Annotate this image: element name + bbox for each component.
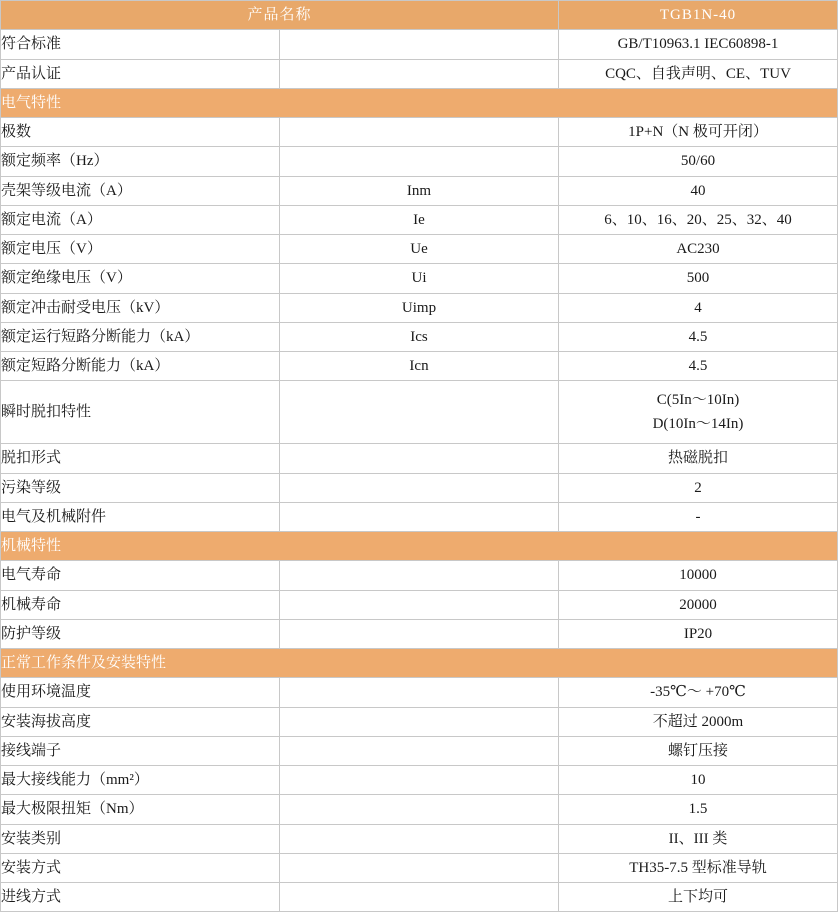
row-symbol: Inm bbox=[280, 176, 559, 205]
table-row bbox=[1, 59, 838, 88]
table-row bbox=[1, 473, 838, 502]
section-header-row bbox=[1, 532, 838, 561]
table-row bbox=[1, 853, 838, 882]
row-value: 4.5 bbox=[559, 352, 838, 381]
row-label: 电气及机械附件 bbox=[1, 502, 280, 531]
table-row bbox=[1, 322, 838, 351]
row-label: 极数 bbox=[1, 118, 280, 147]
row-value: CQC、自我声明、CE、TUV bbox=[559, 59, 838, 88]
row-symbol: Ui bbox=[280, 264, 559, 293]
row-value: 1P+N（N 极可开闭） bbox=[559, 118, 838, 147]
row-symbol bbox=[280, 444, 559, 473]
row-value: -35℃～ +70℃ bbox=[559, 678, 838, 707]
row-label: 额定冲击耐受电压（kV） bbox=[1, 293, 280, 322]
row-symbol bbox=[280, 30, 559, 59]
row-label: 防护等级 bbox=[1, 619, 280, 648]
table-row bbox=[1, 736, 838, 765]
row-label: 最大极限扭矩（Nm） bbox=[1, 795, 280, 824]
row-label: 接线端子 bbox=[1, 736, 280, 765]
row-label: 额定运行短路分断能力（kA） bbox=[1, 322, 280, 351]
row-symbol bbox=[280, 883, 559, 912]
row-value: 10000 bbox=[559, 561, 838, 590]
row-value: GB/T10963.1 IEC60898-1 bbox=[559, 30, 838, 59]
row-label: 脱扣形式 bbox=[1, 444, 280, 473]
row-symbol: Uimp bbox=[280, 293, 559, 322]
row-label: 进线方式 bbox=[1, 883, 280, 912]
row-value: 不超过 2000m bbox=[559, 707, 838, 736]
row-label: 壳架等级电流（A） bbox=[1, 176, 280, 205]
row-symbol bbox=[280, 59, 559, 88]
table-header-row bbox=[1, 1, 838, 30]
table-row bbox=[1, 883, 838, 912]
row-value: 2 bbox=[559, 473, 838, 502]
row-value: AC230 bbox=[559, 235, 838, 264]
section-header-label: 机械特性 bbox=[1, 532, 838, 561]
section-header-row bbox=[1, 88, 838, 117]
row-symbol: Ie bbox=[280, 205, 559, 234]
table-row bbox=[1, 766, 838, 795]
row-symbol: Icn bbox=[280, 352, 559, 381]
row-value: 40 bbox=[559, 176, 838, 205]
table-row bbox=[1, 707, 838, 736]
row-value: 500 bbox=[559, 264, 838, 293]
row-symbol: Ue bbox=[280, 235, 559, 264]
table-row bbox=[1, 678, 838, 707]
row-label: 额定绝缘电压（V） bbox=[1, 264, 280, 293]
table-row bbox=[1, 176, 838, 205]
row-label: 额定电流（A） bbox=[1, 205, 280, 234]
row-symbol bbox=[280, 707, 559, 736]
row-value: 热磁脱扣 bbox=[559, 444, 838, 473]
row-label: 使用环境温度 bbox=[1, 678, 280, 707]
table-row bbox=[1, 795, 838, 824]
table-row bbox=[1, 561, 838, 590]
table-row bbox=[1, 381, 838, 444]
row-value: 4.5 bbox=[559, 322, 838, 351]
row-value-lines bbox=[559, 385, 837, 439]
row-symbol bbox=[280, 736, 559, 765]
row-symbol bbox=[280, 853, 559, 882]
row-symbol bbox=[280, 502, 559, 531]
row-label: 安装类别 bbox=[1, 824, 280, 853]
row-value: 6、10、16、20、25、32、40 bbox=[559, 205, 838, 234]
header-product-model: TGB1N-40 bbox=[559, 1, 838, 30]
row-symbol bbox=[280, 118, 559, 147]
table-row bbox=[1, 264, 838, 293]
table-row bbox=[1, 118, 838, 147]
row-label: 安装海拔高度 bbox=[1, 707, 280, 736]
table-row bbox=[1, 147, 838, 176]
row-label: 污染等级 bbox=[1, 473, 280, 502]
row-value: 1.5 bbox=[559, 795, 838, 824]
row-label: 机械寿命 bbox=[1, 590, 280, 619]
row-symbol bbox=[280, 381, 559, 444]
row-symbol bbox=[280, 561, 559, 590]
row-label: 额定短路分断能力（kA） bbox=[1, 352, 280, 381]
row-label: 最大接线能力（mm²） bbox=[1, 766, 280, 795]
row-value-line: D(10In～14In) bbox=[652, 416, 744, 433]
row-label: 电气寿命 bbox=[1, 561, 280, 590]
row-symbol bbox=[280, 824, 559, 853]
table-row bbox=[1, 352, 838, 381]
row-value: 4 bbox=[559, 293, 838, 322]
spec-table-body bbox=[1, 1, 838, 912]
row-symbol bbox=[280, 473, 559, 502]
row-value: 螺钉压接 bbox=[559, 736, 838, 765]
row-symbol bbox=[280, 590, 559, 619]
table-row bbox=[1, 205, 838, 234]
table-row bbox=[1, 619, 838, 648]
row-label: 产品认证 bbox=[1, 59, 280, 88]
table-row bbox=[1, 293, 838, 322]
row-value: - bbox=[559, 502, 838, 531]
row-value: 上下均可 bbox=[559, 883, 838, 912]
row-label: 额定电压（V） bbox=[1, 235, 280, 264]
row-value: 10 bbox=[559, 766, 838, 795]
row-symbol bbox=[280, 766, 559, 795]
row-symbol bbox=[280, 678, 559, 707]
row-value: II、III 类 bbox=[559, 824, 838, 853]
section-header-label: 正常工作条件及安装特性 bbox=[1, 649, 838, 678]
row-label: 额定频率（Hz） bbox=[1, 147, 280, 176]
section-header-label: 电气特性 bbox=[1, 88, 838, 117]
row-label: 瞬时脱扣特性 bbox=[1, 381, 280, 444]
table-row bbox=[1, 235, 838, 264]
row-value bbox=[559, 381, 838, 444]
row-symbol bbox=[280, 147, 559, 176]
row-symbol bbox=[280, 795, 559, 824]
section-header-row bbox=[1, 649, 838, 678]
row-value: IP20 bbox=[559, 619, 838, 648]
table-row bbox=[1, 590, 838, 619]
row-value-line: C(5In～10In) bbox=[656, 392, 740, 409]
row-label: 安装方式 bbox=[1, 853, 280, 882]
row-symbol: Ics bbox=[280, 322, 559, 351]
row-label: 符合标准 bbox=[1, 30, 280, 59]
row-value: 20000 bbox=[559, 590, 838, 619]
row-value: 50/60 bbox=[559, 147, 838, 176]
table-row bbox=[1, 824, 838, 853]
table-row bbox=[1, 444, 838, 473]
table-row bbox=[1, 30, 838, 59]
row-value: TH35-7.5 型标准导轨 bbox=[559, 853, 838, 882]
row-symbol bbox=[280, 619, 559, 648]
header-product-name-label: 产品名称 bbox=[1, 1, 559, 30]
table-row bbox=[1, 502, 838, 531]
